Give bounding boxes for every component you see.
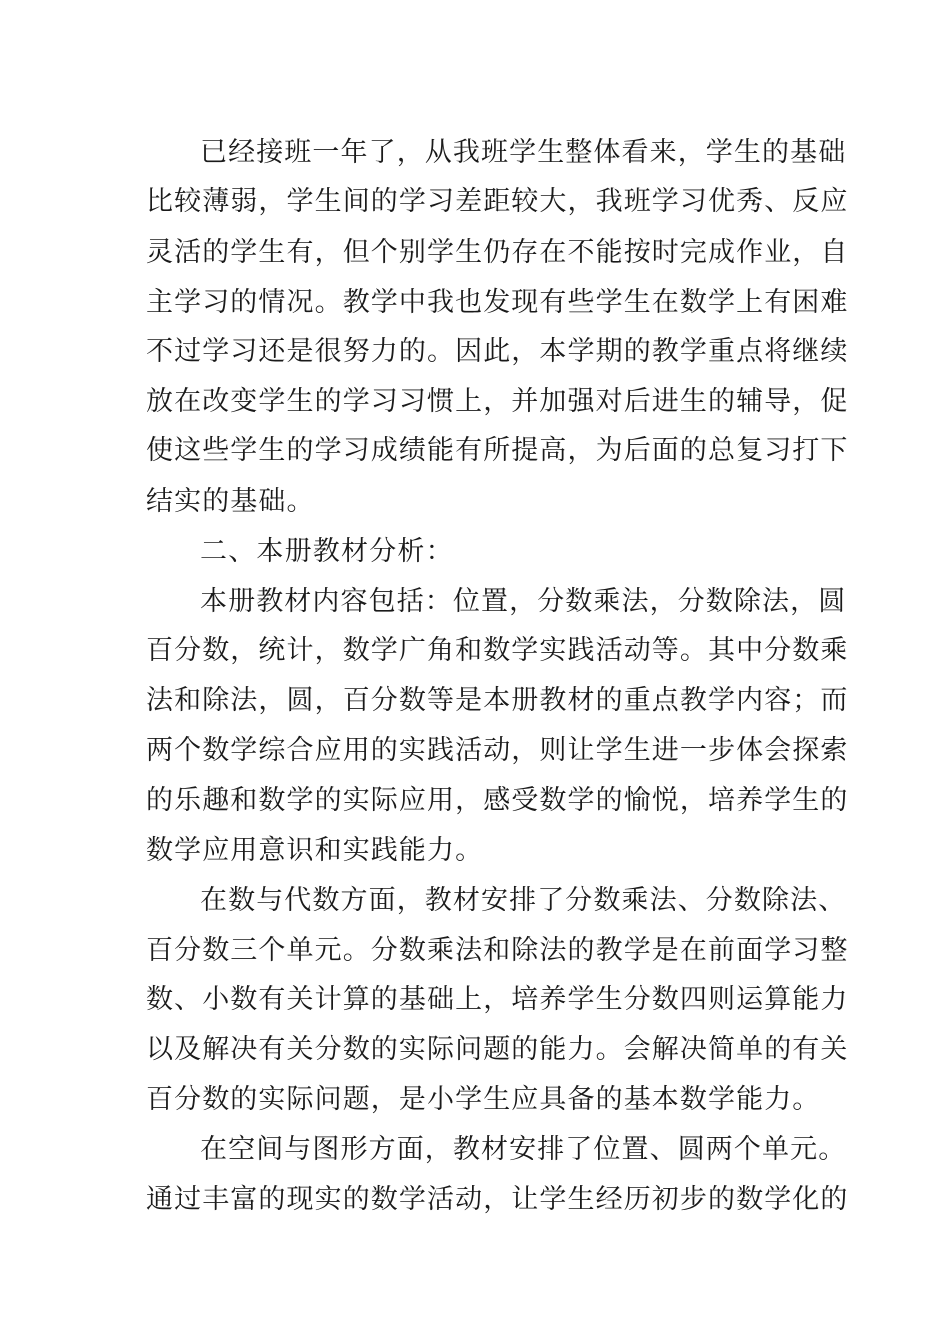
paragraph-2-line-2: 百分数，统计，数学广角和数学实践活动等。其中分数乘 xyxy=(146,635,849,666)
paragraph-3-line-3: 数、小数有关计算的基础上，培养学生分数四则运算能力 xyxy=(146,984,849,1015)
paragraph-1-line-7: 使这些学生的学习成绩能有所提高，为后面的总复习打下 xyxy=(146,435,849,466)
paragraph-2-line-4: 两个数学综合应用的实践活动，则让学生进一步体会探索 xyxy=(146,735,849,766)
paragraph-3-line-4: 以及解决有关分数的实际问题的能力。会解决简单的有关 xyxy=(146,1034,849,1065)
paragraph-4-line-1: 在空间与图形方面，教材安排了位置、圆两个单元。 xyxy=(200,1134,847,1165)
paragraph-3-line-5: 百分数的实际问题，是小学生应具备的基本数学能力。 xyxy=(146,1084,821,1115)
paragraph-3-line-2: 百分数三个单元。分数乘法和除法的教学是在前面学习整 xyxy=(146,935,849,966)
paragraph-1-line-5: 不过学习还是很努力的。因此，本学期的教学重点将继续 xyxy=(146,336,849,367)
paragraph-1-line-3: 灵活的学生有，但个别学生仍存在不能按时完成作业，自 xyxy=(146,237,849,268)
paragraph-2-line-3: 法和除法，圆，百分数等是本册教材的重点教学内容；而 xyxy=(146,685,849,716)
paragraph-4-line-2: 通过丰富的现实的数学活动，让学生经历初步的数学化的 xyxy=(146,1184,849,1215)
paragraph-1-line-1: 已经接班一年了，从我班学生整体看来，学生的基础 xyxy=(200,137,847,168)
paragraph-1-line-2: 比较薄弱，学生间的学习差距较大，我班学习优秀、反应 xyxy=(146,186,849,217)
paragraph-2-line-5: 的乐趣和数学的实际应用，感受数学的愉悦，培养学生的 xyxy=(146,785,849,816)
paragraph-1-line-4: 主学习的情况。教学中我也发现有些学生在数学上有困难 xyxy=(146,287,849,318)
paragraph-2-line-6: 数学应用意识和实践能力。 xyxy=(146,835,484,866)
paragraph-1-line-6: 放在改变学生的学习习惯上，并加强对后进生的辅导，促 xyxy=(146,386,849,417)
section-heading: 二、本册教材分析： xyxy=(200,536,454,567)
paragraph-1-line-8: 结实的基础。 xyxy=(146,486,315,517)
paragraph-3-line-1: 在数与代数方面，教材安排了分数乘法、分数除法、 xyxy=(200,885,847,916)
paragraph-2-line-1: 本册教材内容包括：位置，分数乘法，分数除法，圆 xyxy=(200,586,847,617)
